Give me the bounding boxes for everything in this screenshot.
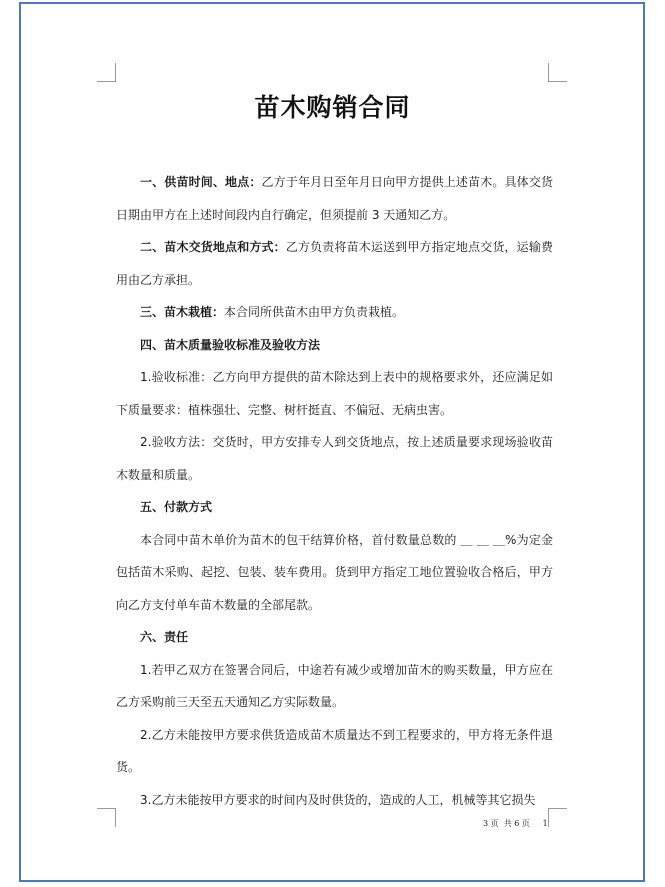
paragraph-heading: 六、责任 bbox=[140, 630, 189, 644]
paragraph bbox=[116, 361, 553, 426]
paragraph-heading: 二、苗木交货地点和方式： bbox=[140, 240, 286, 254]
paragraph-heading: 三、苗木栽植： bbox=[140, 305, 225, 319]
paragraph bbox=[116, 231, 553, 296]
document-title: 苗木购销合同 bbox=[254, 93, 411, 122]
paragraph bbox=[116, 719, 553, 784]
paragraph-text: 本合同所供苗木由甲方负责栽植。 bbox=[224, 305, 405, 319]
paragraph-text: 本合同中苗木单价为苗木的包干结算价格，首付数量总数的 ＿ ＿ ＿%为定金包括苗木采购、起挖、包装、装车费用。货到甲方指定工地位置验收合格后，甲方向乙方支付单车苗木数量的全部尾款。 bbox=[116, 532, 553, 612]
margin-corner-top-right bbox=[548, 63, 567, 82]
paragraph-text: 乙方于年月日至年月日向甲方提供上述苗木。具体交货日期由甲方在上述时间段内自行确定，但须提前 3 天通知乙方。 bbox=[116, 175, 553, 222]
paragraph bbox=[116, 524, 553, 622]
document-body bbox=[116, 166, 553, 816]
section-heading bbox=[116, 621, 553, 654]
paragraph-text: 乙方负责将苗木运送到甲方指定地点交货，运输费用由乙方承担。 bbox=[116, 240, 553, 287]
paragraph-text: 3.乙方未能按甲方要求的时间内及时供货的，造成的人工，机械等其它损失 bbox=[140, 792, 536, 807]
paragraph bbox=[116, 784, 553, 817]
margin-corner-top-left bbox=[97, 63, 116, 82]
paragraph-heading: 五、付款方式 bbox=[140, 500, 213, 514]
paragraph-heading: 四、苗木质量验收标准及验收方法 bbox=[140, 337, 321, 352]
paragraph bbox=[116, 296, 553, 329]
paragraph-text: 1.验收标准：乙方向甲方提供的苗木除达到上表中的规格要求外，还应满足如下质量要求：植株强壮、完整、树杆挺直、不偏冠、无病虫害。 bbox=[116, 370, 553, 417]
margin-corner-bottom-left bbox=[97, 808, 116, 827]
paragraph-text: 2.乙方未能按甲方要求供货造成苗木质量达不到工程要求的，甲方将无条件退货。 bbox=[116, 727, 553, 774]
section-heading bbox=[116, 329, 553, 362]
paragraph-text: 2.验收方法：交货时，甲方安排专人到交货地点，按上述质量要求现场验收苗木数量和质量。 bbox=[116, 435, 553, 482]
paragraph bbox=[116, 654, 553, 719]
page-number-footer: 3 页 共 6 页 1 bbox=[483, 819, 548, 828]
section-heading bbox=[116, 491, 553, 524]
paragraph bbox=[116, 166, 553, 231]
paragraph bbox=[116, 426, 553, 491]
paragraph-text: 1.若甲乙双方在签署合同后，中途若有减少或增加苗木的购买数量，甲方应在乙方采购前三天至五天通知乙方实际数量。 bbox=[116, 662, 553, 709]
paragraph-heading: 一、供苗时间、地点： bbox=[140, 175, 262, 189]
